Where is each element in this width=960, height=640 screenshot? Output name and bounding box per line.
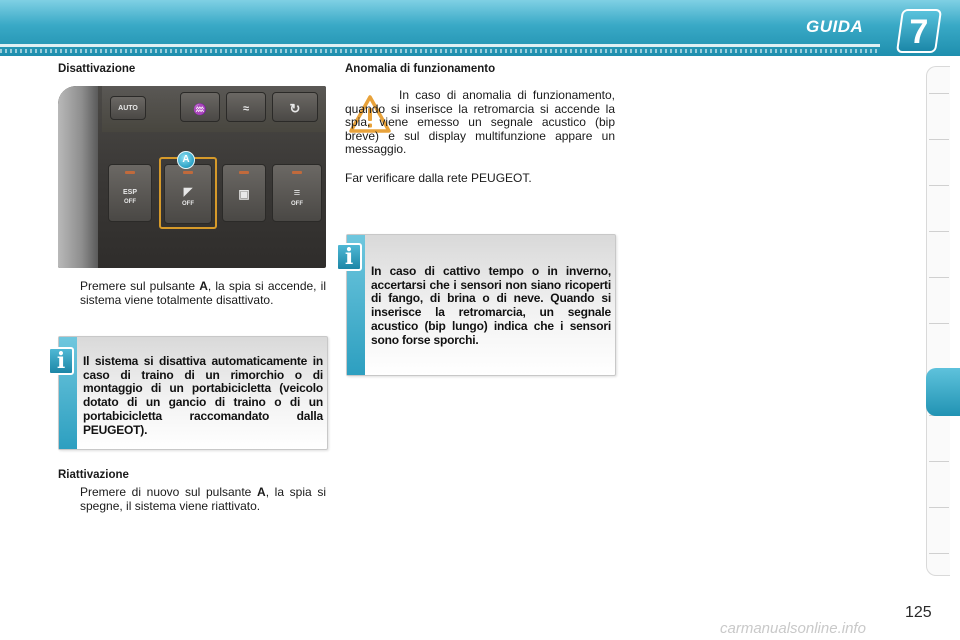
- active-chapter-tab[interactable]: [926, 368, 960, 416]
- chapter-title: GUIDA: [806, 17, 864, 36]
- tab-divider: [929, 323, 949, 324]
- esp-off-label: OFF: [124, 199, 136, 205]
- tab-divider: [929, 461, 949, 462]
- bullet-deactivate-text: [80, 280, 326, 307]
- dealer-check-paragraph: Far verificare dalla rete PEUGEOT.: [345, 171, 532, 185]
- alarm-icon: ≡: [293, 187, 301, 199]
- chapter-badge: [896, 9, 942, 53]
- page-number: 125: [905, 604, 932, 621]
- tab-divider: [929, 139, 949, 140]
- info-box-auto-deactivation: [58, 336, 328, 450]
- malfunction-paragraph: In caso di anomalia di funzionamento, quando si inserisce la retromarcia si accende la spia, viene emesso un segnale acustico (bip breve) e sul display multifunzione appare un messaggio.: [345, 88, 615, 156]
- recirculation-icon: ↻: [289, 101, 301, 116]
- button-letter: A: [199, 279, 208, 293]
- parking-sensor-icon: ◤: [183, 186, 193, 198]
- watermark: carmanualsonline.info: [720, 620, 866, 637]
- bullet-text-post: , la spia si accende, il sistema viene totalmente disattivato.: [80, 279, 326, 307]
- lock-icon: ▣: [238, 187, 250, 201]
- bullet-text-post: , la spia si spegne, il sistema viene riattivato.: [80, 485, 326, 513]
- button-letter: A: [257, 485, 266, 499]
- bullet-reactivate-text: [80, 486, 326, 513]
- chapter-number: 7: [909, 13, 929, 51]
- bullet-deactivate: [58, 280, 326, 322]
- callout-marker-a: A: [177, 151, 195, 169]
- info-icon: i: [336, 243, 362, 271]
- tab-divider: [929, 231, 949, 232]
- bullet-reactivate: [58, 486, 326, 528]
- bullet-text-pre: Premere sul pulsante: [80, 279, 200, 293]
- info-box-text: In caso di cattivo tempo o in inverno, accertarsi che i sensori non siano ricoperti di fango, di brina o di neve. Quando si inserisce la retromarcia, un segnale acustico (bip lungo) indica che i sensori sono forse sporchi.: [371, 264, 611, 347]
- auto-label: AUTO: [118, 105, 138, 112]
- recirculation-button: [272, 92, 318, 122]
- console-photo: [58, 86, 326, 268]
- section-title-malfunction: Anomalia di funzionamento: [345, 63, 496, 75]
- defrost-icon: ♒: [193, 104, 207, 116]
- header-line: [0, 44, 880, 47]
- chapter-tab-index: [926, 66, 950, 576]
- lock-led: [239, 171, 249, 174]
- lock-button: [222, 164, 266, 222]
- info-icon: i: [48, 347, 74, 375]
- info-box-bad-weather: [346, 234, 616, 376]
- esp-led: [125, 171, 135, 174]
- tab-divider: [929, 553, 949, 554]
- tab-divider: [929, 93, 949, 94]
- parking-off-label: OFF: [182, 201, 194, 207]
- section-title-deactivation: Disattivazione: [58, 63, 136, 75]
- photo-bevel: [58, 86, 98, 268]
- section-title-reactivation: Riattivazione: [58, 469, 129, 481]
- front-defrost-button: [226, 92, 266, 122]
- header-dots: [0, 49, 880, 53]
- esp-label: ESP: [122, 189, 137, 196]
- tab-divider: [929, 507, 949, 508]
- info-box-text: Il sistema si disattiva automaticamente in caso di traino di un rimorchio o di montaggio di un portabicicletta (veicolo dotato di un gancio di traino o di un portabicicletta raccomandato dalla PEUGEOT).: [83, 354, 323, 437]
- bullet-text-pre: Premere di nuovo sul pulsante: [80, 485, 258, 499]
- windscreen-icon: ≈: [242, 103, 250, 115]
- tab-divider: [929, 185, 949, 186]
- tab-divider: [929, 277, 949, 278]
- alarm-off-label: OFF: [291, 201, 303, 207]
- alarm-led: [292, 171, 302, 174]
- auto-button: [110, 96, 146, 120]
- chapter-header: [0, 0, 960, 56]
- rear-defrost-button: [180, 92, 220, 122]
- esp-off-button: [108, 164, 152, 222]
- alarm-off-button: [272, 164, 322, 222]
